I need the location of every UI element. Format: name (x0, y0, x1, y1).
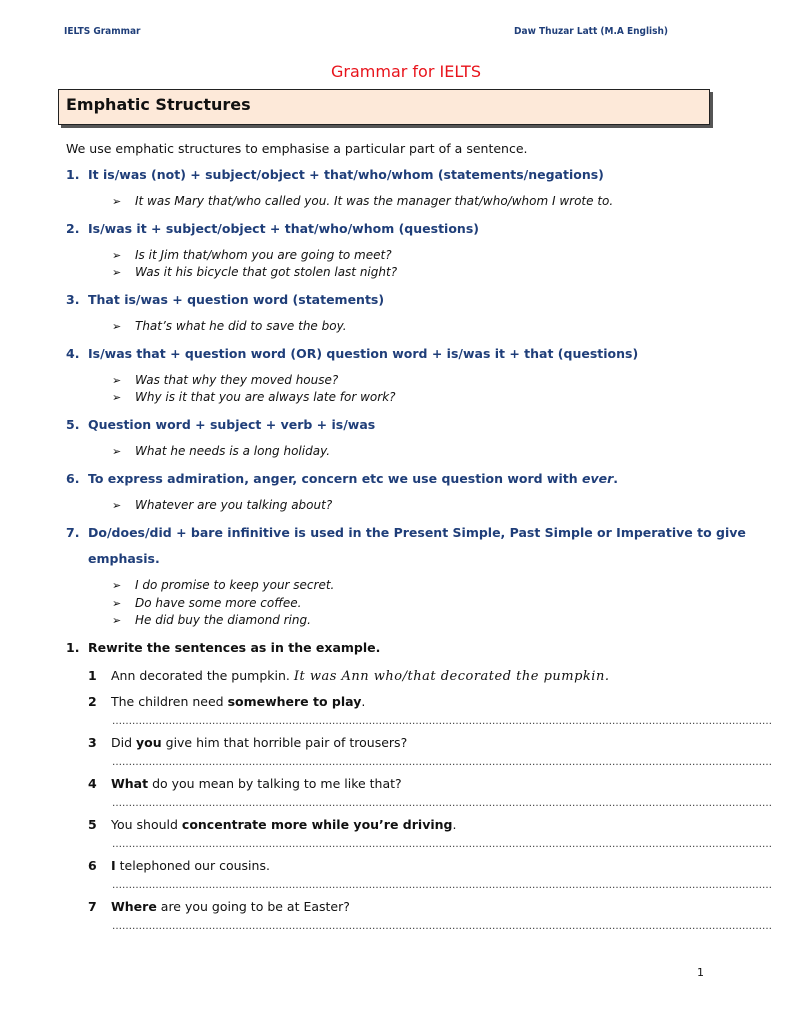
example-item: ➢ It was Mary that/who called you. It was the manager that/who/whom I wrote to. (112, 194, 614, 208)
arrow-bullet-icon: ➢ (112, 249, 122, 262)
example-item: ➢ Is it Jim that/whom you are going to meet? (112, 248, 392, 262)
rule-heading: 2. Is/was it + subject/object + that/who/whom (questions) (66, 221, 479, 236)
section-title: Emphatic Structures (66, 95, 251, 114)
arrow-bullet-icon: ➢ (112, 445, 122, 458)
example-item: ➢ He did buy the diamond ring. (112, 613, 311, 627)
exercise-item: 1 Ann decorated the pumpkin. It was Ann who/that decorated the pumpkin. (88, 668, 610, 684)
example-item: ➢ What he needs is a long holiday. (112, 444, 331, 458)
arrow-bullet-icon: ➢ (112, 614, 122, 627)
rule-heading: 3. That is/was + question word (statements) (66, 292, 385, 307)
answer-line[interactable]: ……………………………………………………………………………………………………………………………………………………………………………… (112, 716, 772, 727)
arrow-bullet-icon: ➢ (112, 579, 122, 592)
answer-line[interactable]: ……………………………………………………………………………………………………………………………………………………………………………… (112, 880, 772, 891)
exercise-item: 2 The children need somewhere to play. (88, 694, 366, 709)
example-item: ➢ Was that why they moved house? (112, 373, 339, 387)
example-item: ➢ I do promise to keep your secret. (112, 578, 335, 592)
example-item: ➢ Was it his bicycle that got stolen last night? (112, 265, 398, 279)
rule-heading-continued: emphasis. (88, 551, 160, 566)
header-right: Daw Thuzar Latt (M.A English) (514, 26, 668, 37)
exercise-item: 3 Did you give him that horrible pair of trousers? (88, 735, 408, 750)
rule-heading: 6. To express admiration, anger, concern etc we use question word with ever. (66, 471, 619, 486)
example-item: ➢ Do have some more coffee. (112, 596, 302, 610)
section-box (58, 89, 710, 125)
rule-heading: 7. Do/does/did + bare infinitive is used in the Present Simple, Past Simple or Imperative to give (66, 525, 746, 540)
arrow-bullet-icon: ➢ (112, 597, 122, 610)
page-number: 1 (697, 966, 704, 979)
rule-heading: 4. Is/was that + question word (OR) question word + is/was it + that (questions) (66, 346, 639, 361)
exercise-item: 6 I telephoned our cousins. (88, 858, 270, 873)
answer-line[interactable]: ……………………………………………………………………………………………………………………………………………………………………………… (112, 839, 772, 850)
intro-text: We use emphatic structures to emphasise a particular part of a sentence. (66, 141, 528, 156)
exercise-item: 4 What do you mean by talking to me like that? (88, 776, 402, 791)
arrow-bullet-icon: ➢ (112, 374, 122, 387)
arrow-bullet-icon: ➢ (112, 320, 122, 333)
header-left: IELTS Grammar (64, 26, 141, 37)
rule-heading: 5. Question word + subject + verb + is/was (66, 417, 376, 432)
page-title: Grammar for IELTS (331, 62, 481, 81)
exercise-item: 5 You should concentrate more while you’re driving. (88, 817, 457, 832)
example-item: ➢ Why is it that you are always late for work? (112, 390, 396, 404)
example-item: ➢ Whatever are you talking about? (112, 498, 333, 512)
example-item: ➢ That’s what he did to save the boy. (112, 319, 347, 333)
answer-line[interactable]: ……………………………………………………………………………………………………………………………………………………………………………… (112, 757, 772, 768)
exercise-item: 7 Where are you going to be at Easter? (88, 899, 350, 914)
rule-heading: 1. It is/was (not) + subject/object + that/who/whom (statements/negations) (66, 167, 604, 182)
arrow-bullet-icon: ➢ (112, 391, 122, 404)
arrow-bullet-icon: ➢ (112, 266, 122, 279)
arrow-bullet-icon: ➢ (112, 499, 122, 512)
answer-line[interactable]: ……………………………………………………………………………………………………………………………………………………………………………… (112, 798, 772, 809)
example-answer: It was Ann who/that decorated the pumpkin. (293, 669, 610, 684)
exercise-instruction: 1. Rewrite the sentences as in the example. (66, 640, 381, 655)
answer-line[interactable]: ……………………………………………………………………………………………………………………………………………………………………………… (112, 921, 772, 932)
arrow-bullet-icon: ➢ (112, 195, 122, 208)
